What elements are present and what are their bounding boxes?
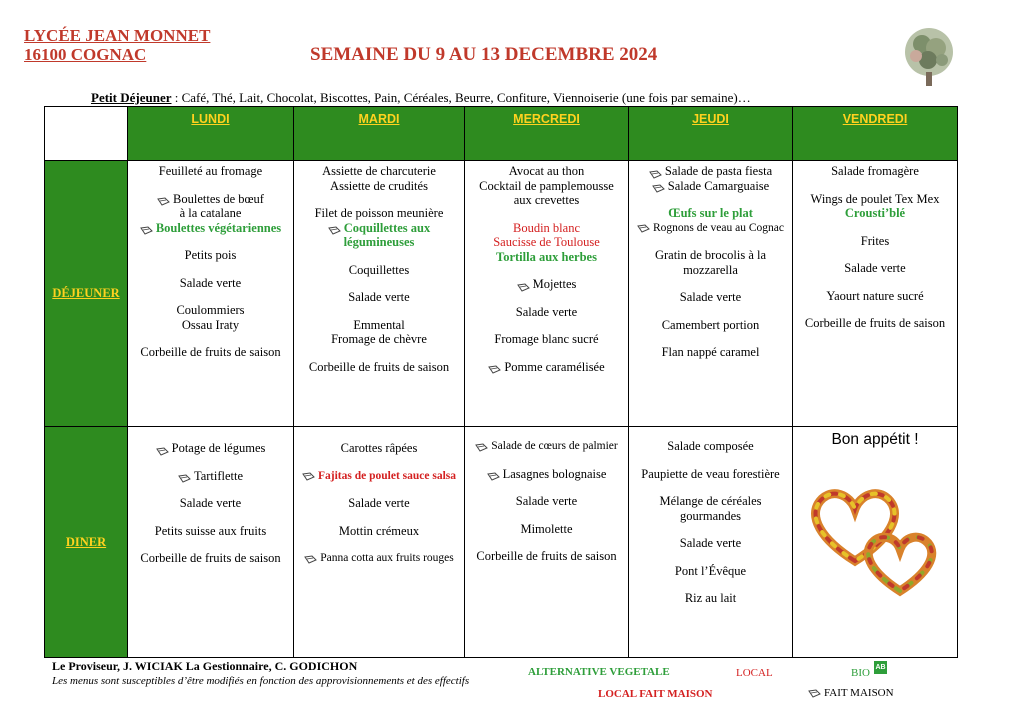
- menu-item: Salade verte: [679, 290, 742, 304]
- breakfast-label: Petit Déjeuner: [91, 90, 172, 105]
- bon-appetit-greeting: Bon appétit !: [831, 431, 919, 448]
- day-friday: VENDREDI: [793, 107, 958, 161]
- menu-item: Mimolette: [520, 521, 573, 536]
- footer-signatures-block: [52, 659, 472, 688]
- fait-maison-icon: [140, 224, 153, 233]
- menu-item-vegetable: Boulettes végétariennes: [155, 220, 282, 235]
- meal-lunch-label: DÉJEUNER: [45, 161, 128, 427]
- fait-maison-icon: [178, 472, 191, 481]
- fait-maison-icon: [637, 223, 650, 232]
- menu-item-local: Saucisse de Toulouse: [493, 235, 600, 249]
- lunch-thursday: [629, 161, 793, 427]
- menu-item: Salade verte: [844, 261, 906, 275]
- legend-local: LOCAL: [736, 667, 773, 679]
- fait-maison-icon: [517, 281, 530, 290]
- autumn-leaves-hearts-icon: [800, 461, 950, 601]
- week-title: SEMAINE DU 9 AU 13 DECEMBRE 2024: [310, 44, 658, 65]
- menu-item: Fromage de chèvre: [331, 332, 427, 346]
- menu-item: Corbeille de fruits de saison: [804, 316, 946, 330]
- menu-item-vegetable: Tortilla aux herbes: [496, 249, 597, 264]
- menu-item: Emmental: [353, 317, 405, 332]
- menu-item-vegetable: Crousti’blé: [844, 206, 906, 220]
- signatures: Le Proviseur, J. WICIAK La Gestionnaire, C. GODICHON: [52, 659, 358, 673]
- meal-dinner-label: DINER: [45, 427, 128, 658]
- menu-item: Frites: [860, 233, 890, 248]
- menu-item: gourmandes: [679, 508, 742, 523]
- legend-homemade-label: FAIT MAISON: [824, 687, 894, 699]
- school-name: LYCÉE JEAN MONNET: [24, 26, 211, 45]
- fait-maison-icon: [652, 182, 665, 191]
- menu-item: Fromage blanc sucré: [494, 332, 599, 346]
- menu-item: Lasagnes bolognaise: [502, 466, 607, 481]
- menu-item: Salade verte: [515, 304, 578, 319]
- menu-item: Salade verte: [179, 275, 242, 290]
- menu-item-vegetable: Œufs sur le plat: [668, 206, 753, 220]
- tree-logo-icon: [902, 26, 956, 88]
- day-tuesday: MARDI: [294, 107, 465, 161]
- menu-item: Corbeille de fruits de saison: [140, 551, 281, 565]
- legend-local-homemade: LOCAL FAIT MAISON: [598, 688, 713, 700]
- menu-item: Coquillettes: [348, 262, 410, 277]
- dinner-thursday: [629, 427, 793, 658]
- breakfast-text: : Café, Thé, Lait, Chocolat, Biscottes, Pain, Céréales, Beurre, Confiture, Viennoiserie (une fois par semaine)…: [171, 90, 751, 105]
- fait-maison-icon: [304, 554, 317, 563]
- menu-item: Assiette de crudités: [330, 178, 428, 193]
- lunch-tuesday: [294, 161, 465, 427]
- day-thursday: JEUDI: [629, 107, 793, 161]
- menu-item: Filet de poisson meunière: [314, 206, 444, 220]
- menu-item: Carottes râpées: [340, 441, 418, 455]
- menu-item: Riz au lait: [684, 591, 737, 605]
- fait-maison-icon: [475, 442, 488, 451]
- menu-item: Salade verte: [179, 496, 242, 510]
- menu-item: Yaourt nature sucré: [826, 288, 924, 303]
- menu-item: mozzarella: [683, 262, 738, 277]
- bio-badge-icon: AB: [874, 661, 887, 674]
- menu-item: Potage de légumes: [171, 441, 266, 455]
- menu-item: Camembert portion: [661, 317, 760, 332]
- menu-item: Corbeille de fruits de saison: [476, 549, 617, 563]
- fait-maison-icon: [487, 470, 500, 479]
- menu-item: Petits suisse aux fruits: [154, 523, 267, 538]
- menu-item: Cocktail de pamplemousse: [479, 178, 614, 193]
- menu-item: Assiette de charcuterie: [322, 164, 436, 178]
- menu-item: Salade verte: [348, 290, 410, 304]
- menu-item-vegetable: Coquillettes aux: [343, 220, 431, 235]
- fait-maison-icon: [488, 363, 501, 372]
- day-wednesday: MERCREDI: [465, 107, 629, 161]
- menu-item: Pomme caramélisée: [504, 359, 605, 374]
- menu-item: Mélange de céréales: [659, 494, 762, 508]
- dinner-wednesday: [465, 427, 629, 658]
- fait-maison-icon: [808, 689, 821, 698]
- legend-homemade: [808, 687, 894, 699]
- menu-item: Salade fromagère: [831, 164, 919, 178]
- menu-item: Wings de poulet Tex Mex: [810, 191, 940, 206]
- menu-item: Ossau Iraty: [181, 317, 240, 332]
- fait-maison-icon: [302, 471, 315, 480]
- menu-item: Mottin crémeux: [338, 523, 420, 538]
- school-city: 16100 COGNAC: [24, 45, 147, 64]
- menu-item: Mojettes: [532, 277, 577, 291]
- menu-item: Paupiette de veau forestière: [641, 466, 780, 481]
- menu-item: Avocat au thon: [508, 164, 585, 178]
- fait-maison-icon: [156, 445, 169, 454]
- dinner-friday: [793, 427, 958, 658]
- menu-item: Salade de pasta fiesta: [664, 164, 773, 178]
- dinner-tuesday: [294, 427, 465, 658]
- menu-item: aux crevettes: [513, 193, 580, 207]
- menu-item: Rognons de veau au Cognac: [653, 221, 784, 234]
- menu-item: Tartiflette: [193, 468, 244, 483]
- corner-cell: [45, 107, 128, 161]
- menu-item: Corbeille de fruits de saison: [140, 345, 281, 359]
- menu-item: Gratin de brocolis à la: [654, 248, 767, 262]
- fait-maison-icon: [649, 168, 662, 177]
- menu-item: Salade Camarguaise: [667, 178, 770, 193]
- menu-table: [44, 106, 958, 658]
- menu-item: Coulommiers: [176, 303, 245, 317]
- menu-item: Salade de cœurs de palmier: [491, 440, 618, 452]
- menu-item: Corbeille de fruits de saison: [308, 359, 450, 374]
- menu-item-vegetable: légumineuses: [343, 235, 415, 249]
- menu-item: Salade composée: [667, 439, 754, 453]
- menu-item: à la catalane: [179, 206, 242, 220]
- days-header-row: [45, 107, 958, 161]
- menu-item: Boulettes de bœuf: [173, 191, 264, 206]
- lunch-monday: [128, 161, 294, 427]
- menu-item: Pont l’Évêque: [674, 563, 747, 578]
- dinner-monday: [128, 427, 294, 658]
- legend-bio: BIO: [851, 667, 870, 679]
- menu-item: Panna cotta aux fruits rouges: [320, 552, 454, 564]
- lunch-wednesday: [465, 161, 629, 427]
- menu-item-local: Boudin blanc: [512, 220, 580, 235]
- legend-vegetable-alternative: ALTERNATIVE VEGETALE: [528, 666, 670, 678]
- fait-maison-icon: [157, 195, 170, 204]
- menu-item: Salade verte: [515, 494, 578, 508]
- lunch-friday: [793, 161, 958, 427]
- dinner-row: [45, 427, 958, 658]
- breakfast-line: [91, 90, 751, 106]
- menu-item-local-homemade: Fajitas de poulet sauce salsa: [318, 469, 456, 482]
- menu-item: Feuilleté au fromage: [158, 164, 263, 178]
- school-header: [24, 26, 210, 64]
- menu-item: Flan nappé caramel: [661, 345, 760, 359]
- menu-item: Salade verte: [348, 496, 410, 510]
- menu-item: Salade verte: [679, 536, 742, 550]
- menu-item: Petits pois: [184, 248, 237, 262]
- disclaimer-note: Les menus sont susceptibles d’être modifiés en fonction des approvisionnements et des effectifs: [52, 675, 470, 687]
- fait-maison-icon: [328, 224, 341, 233]
- day-monday: LUNDI: [128, 107, 294, 161]
- lunch-row: [45, 161, 958, 427]
